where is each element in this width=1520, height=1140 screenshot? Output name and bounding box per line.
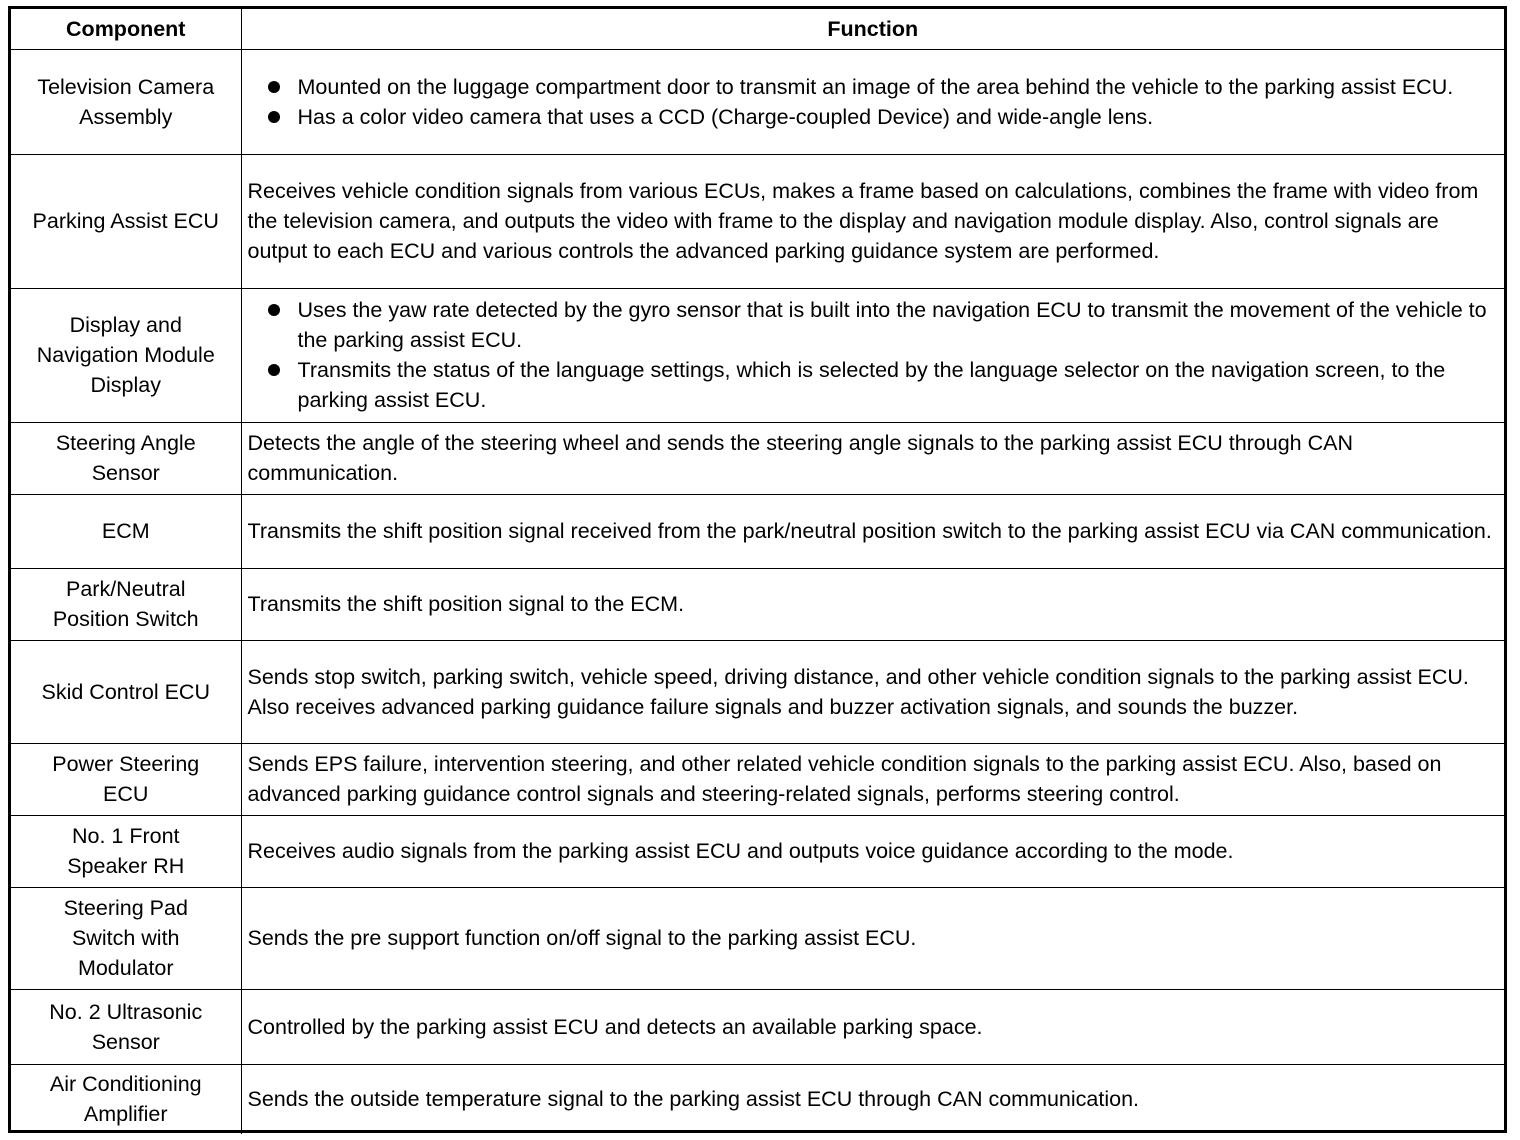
component-line: Position Switch	[52, 607, 199, 631]
function-cell: Sends EPS failure, intervention steering, and other related vehicle condition signals to the parking assist ECU. Also, based on advanced parking guidance control signals and steering-related signals, performs steering control.	[241, 743, 1504, 815]
function-cell: Receives audio signals from the parking assist ECU and outputs voice guidance according to the mode.	[241, 815, 1504, 887]
table-row	[11, 154, 1504, 288]
component-line: Power Steering	[52, 752, 200, 776]
component-line: Amplifier	[83, 1102, 168, 1127]
component-line: Sensor	[91, 1029, 160, 1054]
bullet-item: Has a color video camera that uses a CCD (Charge-coupled Device) and wide-angle lens.	[298, 102, 1501, 132]
bullet-item: Mounted on the luggage compartment door to transmit an image of the area behind the vehicle to the parking assist ECU.	[298, 72, 1501, 102]
header-row	[11, 9, 1504, 49]
component-cell	[11, 989, 241, 1064]
component-line: Navigation Module	[36, 343, 215, 367]
bullet-list	[248, 72, 1501, 132]
component-function-table	[11, 9, 1504, 1134]
component-line: Television Camera	[37, 74, 215, 99]
component-cell	[11, 1064, 241, 1134]
function-cell: Transmits the shift position signal received from the park/neutral position switch to the parking assist ECU via CAN communication.	[241, 494, 1504, 568]
table-row	[11, 49, 1504, 154]
component-cell	[11, 154, 241, 288]
function-cell: Sends stop switch, parking switch, vehicle speed, driving distance, and other vehicle condition signals to the parking assist ECU. Also receives advanced parking guidance failure signals and buzzer activation signals, and sounds the buzzer.	[241, 640, 1504, 743]
table-row	[11, 494, 1504, 568]
function-cell	[241, 49, 1504, 154]
table-row	[11, 743, 1504, 815]
table-row	[11, 288, 1504, 422]
function-cell: Controlled by the parking assist ECU and detects an available parking space.	[241, 989, 1504, 1064]
component-cell	[11, 494, 241, 568]
table-row	[11, 422, 1504, 494]
function-cell	[241, 288, 1504, 422]
table-row	[11, 1064, 1504, 1134]
table-row	[11, 568, 1504, 640]
function-cell: Detects the angle of the steering wheel and sends the steering angle signals to the parking assist ECU through CAN communication.	[241, 422, 1504, 494]
function-cell: Sends the outside temperature signal to the parking assist ECU through CAN communication.	[241, 1064, 1504, 1134]
component-line: Parking Assist ECU	[32, 209, 219, 233]
component-line: No. 2 Ultrasonic	[49, 999, 203, 1024]
component-line: No. 1 Front	[71, 824, 180, 848]
component-line: Display and	[69, 313, 182, 337]
component-line: Speaker RH	[67, 854, 185, 878]
component-cell	[11, 743, 241, 815]
function-cell: Receives vehicle condition signals from various ECUs, makes a frame based on calculations, combines the frame with video from the television camera, and outputs the video with frame to the display and navigation module display. Also, control signals are output to each ECU and various controls the advanced parking guidance system are performed.	[241, 154, 1504, 288]
component-line: Steering Pad	[63, 896, 188, 920]
component-line: Sensor	[91, 461, 160, 485]
component-line: Switch with	[71, 926, 180, 950]
function-cell: Sends the pre support function on/off signal to the parking assist ECU.	[241, 887, 1504, 989]
component-cell	[11, 815, 241, 887]
bullet-item: Uses the yaw rate detected by the gyro sensor that is built into the navigation ECU to transmit the movement of the vehicle to the parking assist ECU.	[298, 295, 1501, 355]
header-function: Function	[241, 9, 1504, 49]
component-cell	[11, 640, 241, 743]
bullet-list	[248, 295, 1501, 415]
component-line: Steering Angle	[55, 431, 196, 455]
component-line: Assembly	[79, 104, 173, 129]
table-row	[11, 640, 1504, 743]
header-component: Component	[11, 9, 241, 49]
component-line: ECM	[101, 519, 150, 543]
component-line: ECU	[103, 782, 149, 806]
component-line: Skid Control ECU	[41, 679, 210, 704]
component-cell	[11, 568, 241, 640]
component-cell	[11, 288, 241, 422]
component-line: Park/Neutral	[66, 577, 186, 601]
component-line: Display	[90, 373, 161, 397]
table-row	[11, 887, 1504, 989]
function-cell: Transmits the shift position signal to the ECM.	[241, 568, 1504, 640]
component-cell	[11, 422, 241, 494]
table-row	[11, 815, 1504, 887]
component-cell	[11, 49, 241, 154]
table-row	[11, 989, 1504, 1064]
component-function-table-frame	[8, 6, 1507, 1133]
component-cell	[11, 887, 241, 989]
component-line: Modulator	[77, 956, 174, 980]
bullet-item: Transmits the status of the language settings, which is selected by the language selector on the navigation screen, to the parking assist ECU.	[298, 355, 1501, 415]
component-line: Air Conditioning	[49, 1072, 202, 1097]
